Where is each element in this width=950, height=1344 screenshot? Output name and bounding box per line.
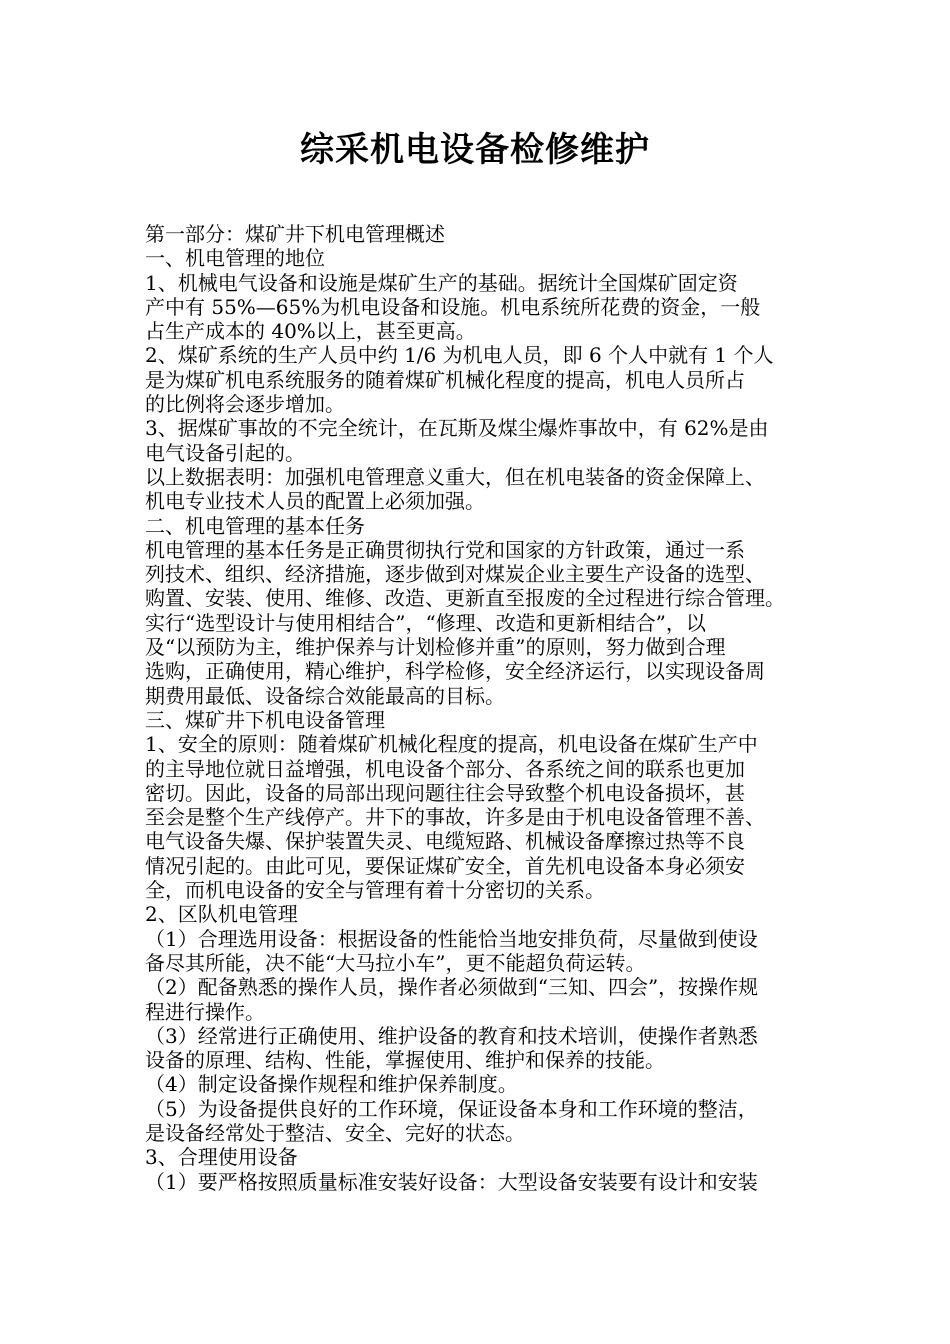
document-body — [145, 222, 817, 1194]
text-line: 选购，正确使用，精心维护，科学检修，安全经济运行，以实现设备周 — [145, 659, 765, 684]
text-line: 二、机电管理的基本任务 — [145, 513, 365, 538]
text-line: 2、煤矿系统的生产人员中约 1/6 为机电人员，即 6 个人中就有 1 个人 — [145, 343, 774, 368]
document-title: 综采机电设备检修维护 — [300, 130, 650, 170]
text-line: 的主导地位就日益增强，机电设备个部分、各系统之间的联系也更加 — [145, 756, 745, 781]
text-line: （4）制定设备操作规程和维护保养制度。 — [145, 1072, 518, 1097]
text-line: 第一部分：煤矿井下机电管理概述 — [145, 222, 445, 246]
text-line: 实行“选型设计与使用相结合”，“修理、改造和更新相结合”，以 — [145, 610, 706, 635]
text-line: 占生产成本的 40%以上，甚至更高。 — [145, 319, 476, 344]
text-line: 期费用最低、设备综合效能最高的目标。 — [145, 683, 505, 708]
text-line: 设备的原理、结构、性能，掌握使用、维护和保养的技能。 — [145, 1048, 665, 1073]
text-line: 机电专业技术人员的配置上必须加强。 — [145, 489, 485, 514]
text-line: 列技术、组织、经济措施，逐步做到对煤炭企业主要生产设备的选型、 — [145, 562, 765, 587]
text-line: （5）为设备提供良好的工作环境，保证设备本身和工作环境的整洁， — [145, 1096, 758, 1121]
text-line: 3、据煤矿事故的不完全统计，在瓦斯及煤尘爆炸事故中，有 62%是由 — [145, 416, 769, 441]
text-line: （1）要严格按照质量标准安装好设备：大型设备安装要有设计和安装 — [145, 1169, 758, 1194]
text-line: 产中有 55%—65%为机电设备和设施。机电系统所花费的资金，一般 — [145, 294, 761, 319]
text-line: 三、煤矿井下机电设备管理 — [145, 707, 385, 732]
text-line: 密切。因此，设备的局部出现问题往往会导致整个机电设备损坏，甚 — [145, 780, 745, 805]
text-line: 一、机电管理的地位 — [145, 246, 325, 271]
text-line: 是为煤矿机电系统服务的随着煤矿机械化程度的提高，机电人员所占 — [145, 367, 745, 392]
text-line: （1）合理选用设备：根据设备的性能恰当地安排负荷，尽量做到使设 — [145, 926, 758, 951]
text-line: 购置、安装、使用、维修、改造、更新直至报废的全过程进行综合管理。 — [145, 586, 785, 611]
text-line: 至会是整个生产线停产。井下的事故，许多是由于机电设备管理不善、 — [145, 805, 765, 830]
text-line: 全，而机电设备的安全与管理有着十分密切的关系。 — [145, 878, 605, 903]
text-line: 1、安全的原则：随着煤矿机械化程度的提高，机电设备在煤矿生产中 — [145, 732, 758, 757]
text-line: 备尽其所能，决不能“大马拉小车”，更不能超负荷运转。 — [145, 950, 646, 975]
text-line: 电气设备失爆、保护装置失灵、电缆短路、机械设备摩擦过热等不良 — [145, 829, 745, 854]
text-line: 及“以预防为主，维护保养与计划检修并重”的原则，努力做到合理 — [145, 635, 726, 660]
text-line: 电气设备引起的。 — [145, 440, 305, 465]
text-line: 1、机械电气设备和设施是煤矿生产的基础。据统计全国煤矿固定资 — [145, 270, 738, 295]
text-line: 情况引起的。由此可见，要保证煤矿安全，首先机电设备本身必须安 — [145, 853, 745, 878]
text-line: 程进行操作。 — [145, 999, 265, 1024]
text-line: 机电管理的基本任务是正确贯彻执行党和国家的方针政策，通过一系 — [145, 537, 745, 562]
text-line: （2）配备熟悉的操作人员，操作者必须做到“三知、四会”，按操作规 — [145, 975, 759, 1000]
text-line: 2、区队机电管理 — [145, 902, 298, 927]
text-line: 是设备经常处于整洁、安全、完好的状态。 — [145, 1120, 525, 1145]
text-line: 的比例将会逐步增加。 — [145, 392, 345, 417]
text-line: 3、合理使用设备 — [145, 1145, 298, 1170]
text-line: （3）经常进行正确使用、维护设备的教育和技术培训，使操作者熟悉 — [145, 1023, 758, 1048]
text-line: 以上数据表明：加强机电管理意义重大，但在机电装备的资金保障上、 — [145, 464, 765, 489]
